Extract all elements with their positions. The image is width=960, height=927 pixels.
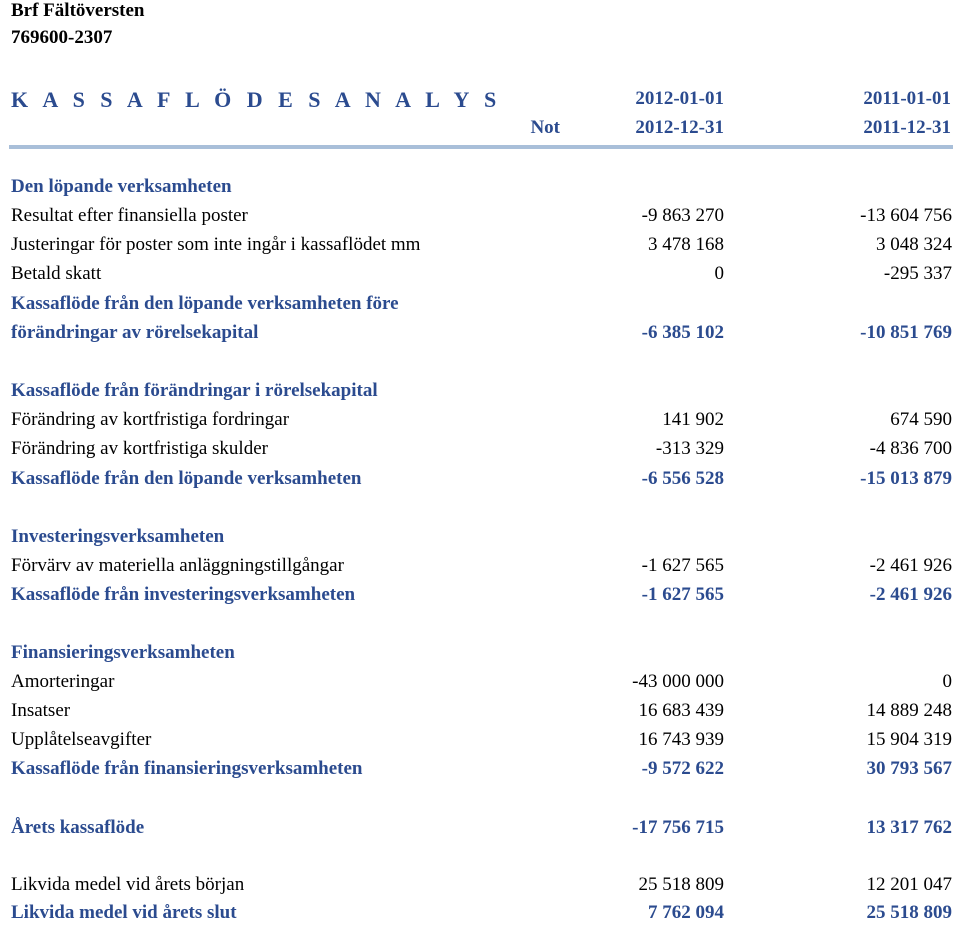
row-label: Likvida medel vid årets slut (11, 902, 237, 923)
value-2012: -313 329 (655, 438, 724, 459)
value-2012: 16 683 439 (638, 700, 724, 721)
row-label: Kassaflöde från den löpande verksamheten före (11, 293, 399, 314)
value-2011: 3 048 324 (876, 234, 952, 255)
value-2011: 13 317 762 (866, 817, 952, 838)
table-row (11, 726, 952, 754)
value-2012: 7 762 094 (648, 902, 724, 923)
row-label: Förvärv av materiella anläggningstillgångar (11, 555, 344, 576)
row-label: Resultat efter finansiella poster (11, 205, 248, 226)
row-label: Den löpande verksamheten (11, 176, 232, 197)
table-row (11, 260, 952, 288)
row-label: Amorteringar (11, 671, 115, 692)
row-label: Justeringar för poster som inte ingår i kassaflödet mm (11, 234, 421, 255)
value-2011: -295 337 (883, 263, 952, 284)
value-2011: -2 461 926 (869, 555, 952, 576)
note-column-header: Not (530, 117, 560, 138)
value-2011: -15 013 879 (860, 468, 952, 489)
row-label: Finansieringsverksamheten (11, 642, 235, 663)
row-label: Kassaflöde från förändringar i rörelsekapital (11, 380, 378, 401)
value-2011: -10 851 769 (860, 322, 952, 343)
value-2011: 674 590 (890, 409, 952, 430)
table-row (11, 202, 952, 230)
table-row (11, 406, 952, 434)
value-2012: -9 863 270 (641, 205, 724, 226)
section-heading-financing (11, 639, 952, 667)
value-2012: -17 756 715 (632, 817, 724, 838)
subtotal-row (11, 755, 952, 783)
value-2011: 15 904 319 (866, 729, 952, 750)
period-prior-start: 2011-01-01 (863, 88, 951, 109)
value-2012: -43 000 000 (632, 671, 724, 692)
value-2012: -6 385 102 (641, 322, 724, 343)
row-label: Upplåtelseavgifter (11, 729, 152, 750)
value-2011: 14 889 248 (866, 700, 952, 721)
row-label: förändringar av rörelsekapital (11, 322, 259, 343)
year-cash-flow-row (11, 814, 952, 842)
value-2012: -6 556 528 (641, 468, 724, 489)
section-heading-working-capital (11, 377, 952, 405)
row-label: Likvida medel vid årets början (11, 874, 245, 895)
row-label: Insatser (11, 700, 71, 721)
row-label: Betald skatt (11, 263, 102, 284)
value-2012: 3 478 168 (648, 234, 724, 255)
header-divider (9, 145, 953, 149)
value-2012: -1 627 565 (641, 584, 724, 605)
row-label: Förändring av kortfristiga skulder (11, 438, 268, 459)
value-2011: -13 604 756 (860, 205, 952, 226)
value-2012: 16 743 939 (638, 729, 724, 750)
value-2012: 141 902 (662, 409, 724, 430)
subtotal-row (11, 581, 952, 609)
row-label: Årets kassaflöde (11, 817, 145, 838)
closing-cash-row (11, 899, 952, 927)
row-label: Investeringsverksamheten (11, 526, 225, 547)
subtotal-row (11, 465, 952, 493)
row-label: Kassaflöde från investeringsverksamheten (11, 584, 356, 605)
value-2011: 25 518 809 (866, 902, 952, 923)
table-row (11, 668, 952, 696)
report-title: K A S S A F L Ö D E S A N A L Y S (11, 87, 502, 112)
table-row (11, 871, 952, 899)
value-2011: 12 201 047 (866, 874, 952, 895)
subtotal-row (11, 290, 952, 318)
value-2011: -4 836 700 (869, 438, 952, 459)
row-label: Kassaflöde från den löpande verksamheten (11, 468, 362, 489)
table-row (11, 552, 952, 580)
value-2012: 25 518 809 (638, 874, 724, 895)
period-current-start: 2012-01-01 (635, 88, 724, 109)
organization-number: 769600-2307 (11, 27, 113, 48)
period-prior-end: 2011-12-31 (863, 117, 951, 138)
value-2012: -1 627 565 (641, 555, 724, 576)
period-current-end: 2012-12-31 (635, 117, 724, 138)
table-row (11, 231, 952, 259)
value-2011: 30 793 567 (866, 758, 952, 779)
table-row (11, 697, 952, 725)
value-2012: -9 572 622 (641, 758, 724, 779)
value-2012: 0 (714, 263, 724, 284)
section-heading-investing (11, 523, 952, 551)
organization-name: Brf Fältöversten (11, 0, 145, 21)
value-2011: 0 (942, 671, 952, 692)
subtotal-row (11, 319, 952, 347)
row-label: Förändring av kortfristiga fordringar (11, 409, 290, 430)
value-2011: -2 461 926 (869, 584, 952, 605)
row-label: Kassaflöde från finansieringsverksamheten (11, 758, 363, 779)
section-heading-operating (11, 173, 952, 201)
table-row (11, 435, 952, 463)
